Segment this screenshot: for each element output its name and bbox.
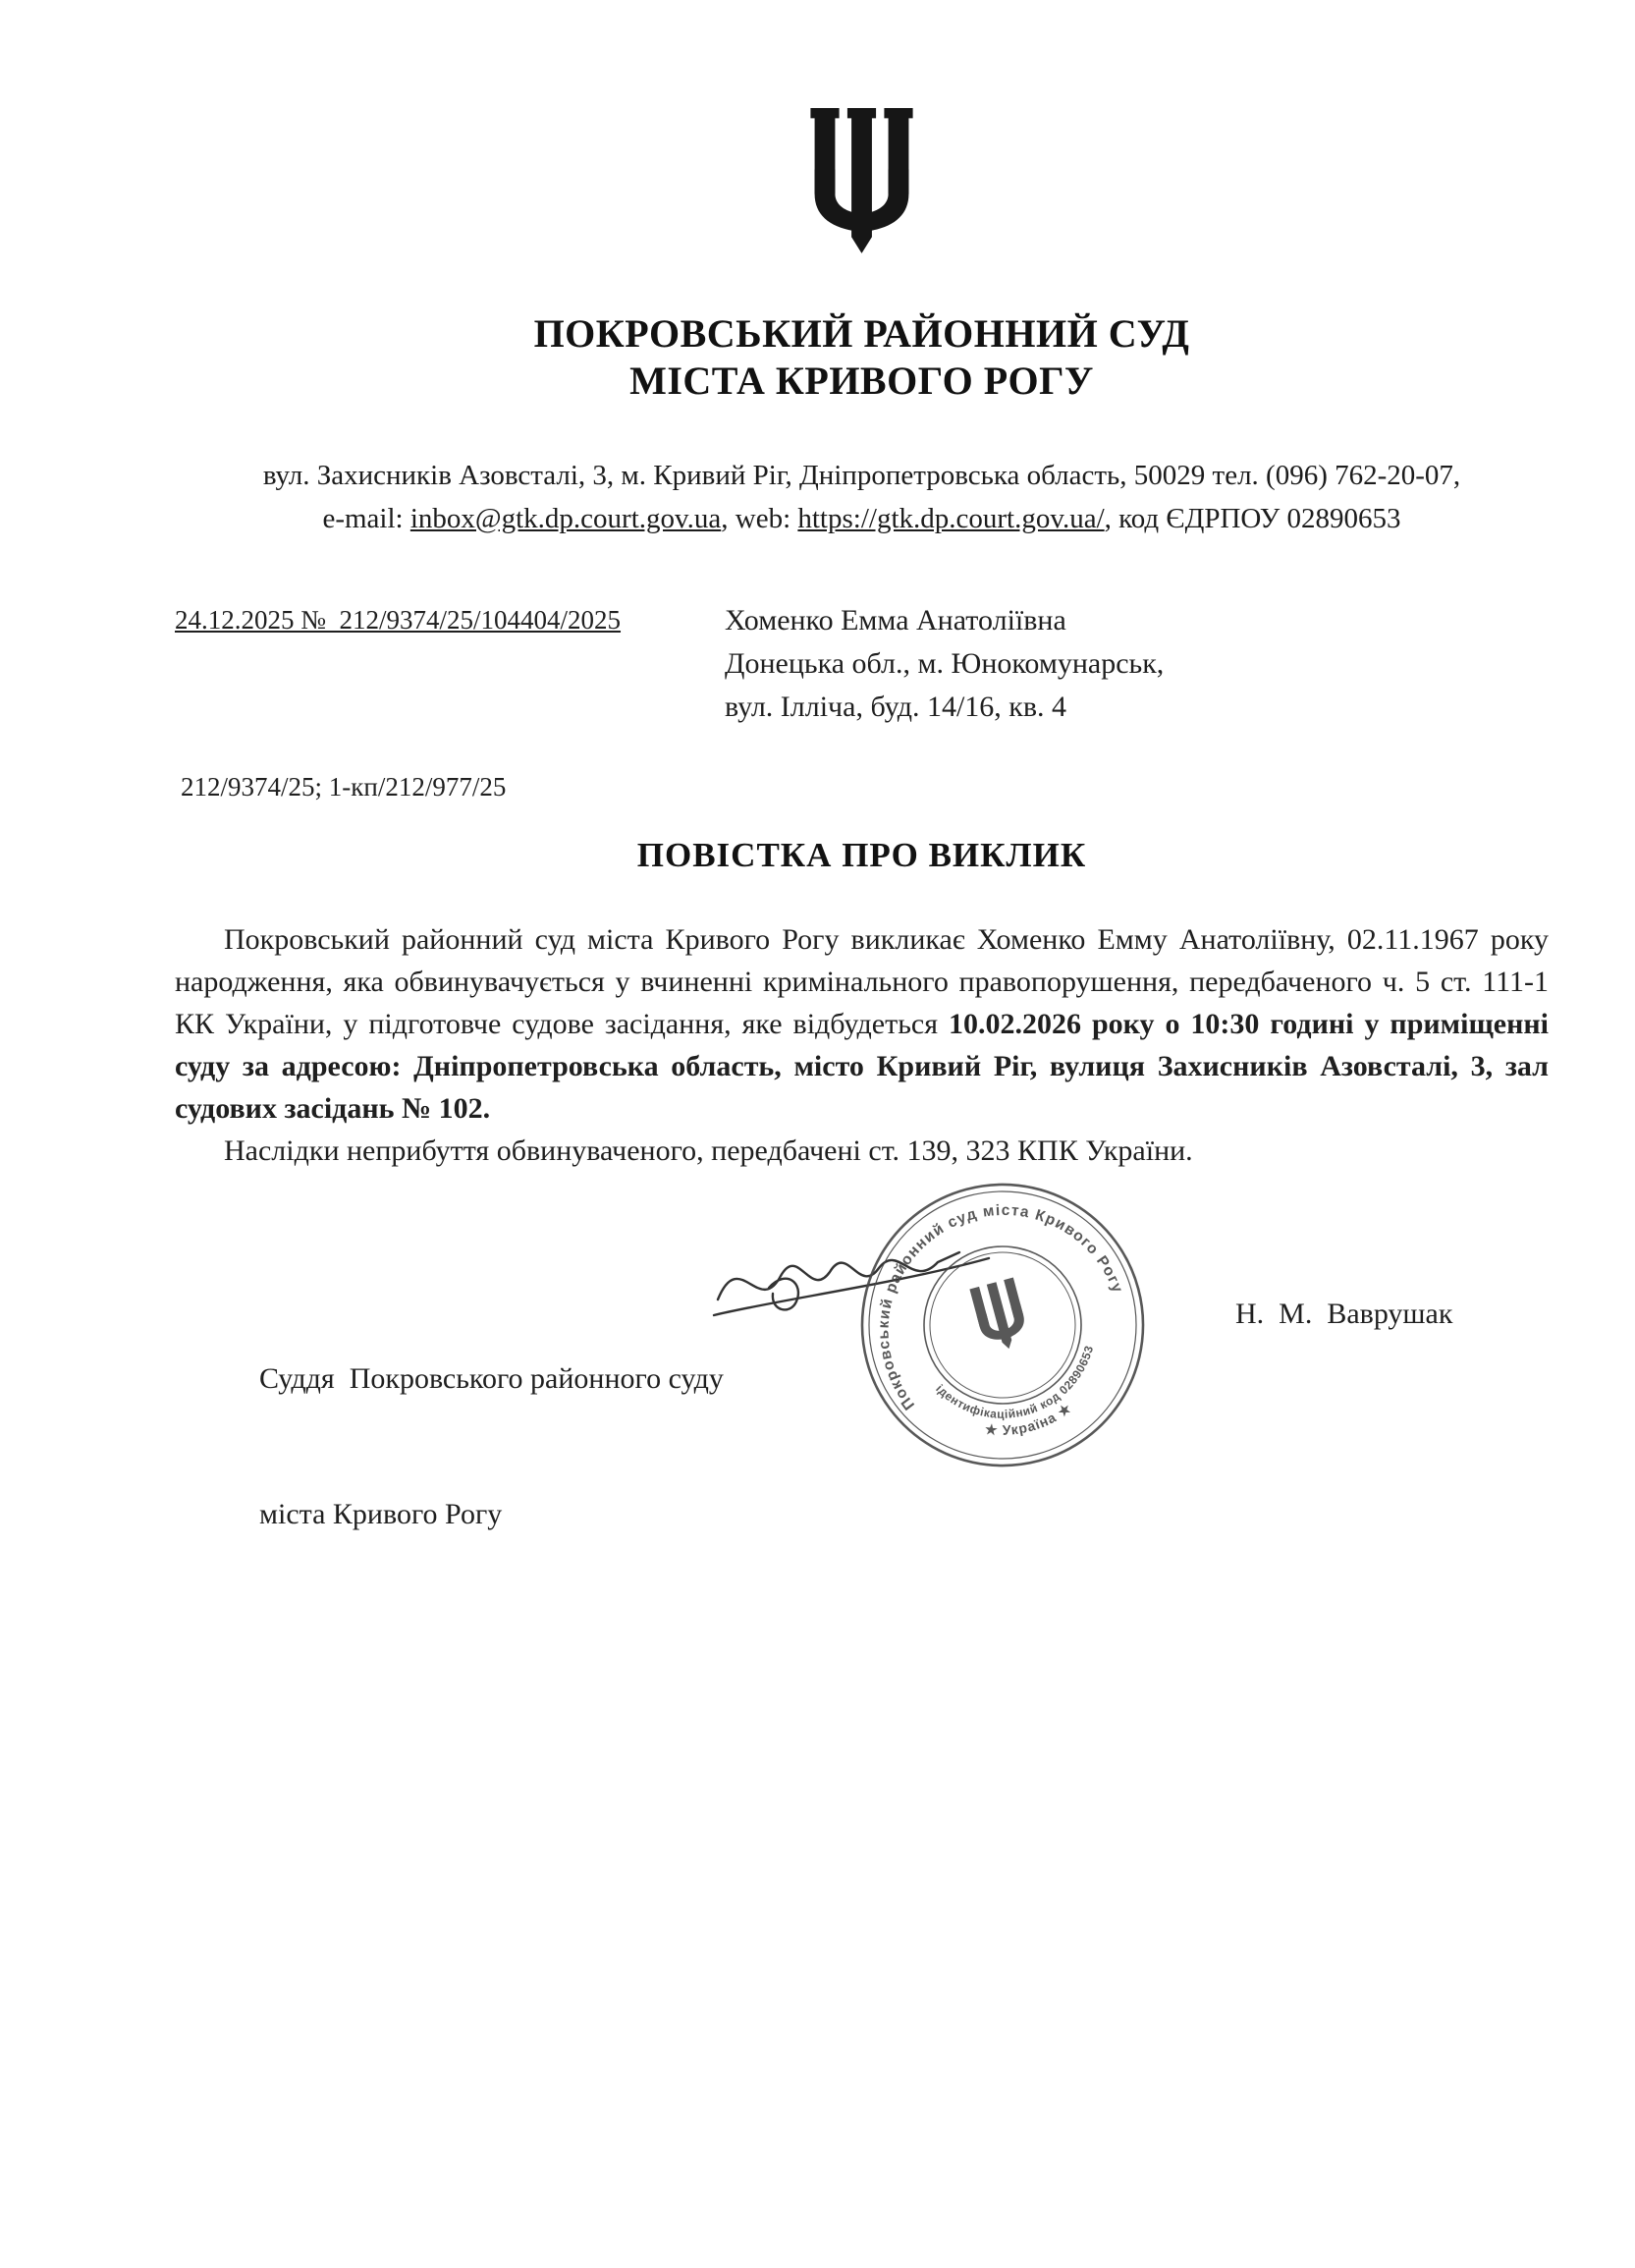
- addressee-block: [725, 599, 1164, 729]
- addressee-address-line1: Донецька обл., м. Юнокомунарськ,: [725, 647, 1165, 680]
- court-name-line2: МІСТА КРИВОГО РОГУ: [629, 359, 1094, 403]
- court-round-seal: [855, 1178, 1150, 1472]
- seal-trident-icon: [969, 1278, 1030, 1355]
- judge-name: Н. М. Ваврушак: [1235, 1298, 1453, 1330]
- summons-paragraph: [175, 918, 1549, 1130]
- signature-area: [175, 1182, 1549, 1732]
- seal-bottom-text: ★ Україна ★: [984, 1399, 1075, 1438]
- summons-text-normal: Покровський районний суд міста Кривого Рогу викликає Хоменко Емму Анатоліївну, 02.11.1967 року народження, яка обвинувачується у вчиненні кримінального правопорушення, передбаченого ч. 5 ст. 111-1 КК України, у підготовче судове засідання, яке відбудеться: [175, 923, 1549, 1040]
- outgoing-date-number: 24.12.2025 № 212/9374/25/104404/2025: [175, 605, 622, 635]
- email-label: e-mail:: [322, 503, 410, 534]
- addressee-name: Хоменко Емма Анатоліївна: [725, 604, 1066, 636]
- judge-title: [259, 1266, 724, 1628]
- consequences-paragraph: Наслідки неприбуття обвинуваченого, передбачені ст. 139, 323 КПК України.: [224, 1134, 1193, 1167]
- seal-inner-text: ідентифікаційний код 02890653: [933, 1344, 1097, 1421]
- court-address-block: [175, 454, 1549, 540]
- addressee-address-line2: вул. Ілліча, буд. 14/16, кв. 4: [725, 691, 1067, 723]
- email-link[interactable]: inbox@gtk.dp.court.gov.ua: [409, 503, 722, 534]
- document-title: ПОВІСТКА ПРО ВИКЛИК: [636, 836, 1087, 874]
- case-numbers: 212/9374/25; 1-кп/212/977/25: [181, 772, 507, 802]
- court-address-line: вул. Захисників Азовсталі, 3, м. Кривий Ріг, Дніпропетровська область, 50029 тел. (096) 762-20-07,: [262, 460, 1461, 491]
- emblem-container: [175, 108, 1549, 285]
- judge-title-line2: міста Кривого Рогу: [259, 1498, 503, 1530]
- edrpou-code: , код ЄДРПОУ 02890653: [1104, 503, 1401, 534]
- judge-title-line1: Суддя Покровського районного суду: [259, 1362, 724, 1395]
- web-link[interactable]: https://gtk.dp.court.gov.ua/: [797, 503, 1105, 534]
- court-name-line1: ПОКРОВСЬКИЙ РАЙОННИЙ СУД: [533, 311, 1190, 356]
- document-body: [175, 918, 1549, 1172]
- court-contacts-line: [175, 497, 1549, 540]
- seal-outer-text: Покровський районний суд міста Кривого Рогу: [875, 1201, 1126, 1413]
- reference-and-addressee-row: [175, 599, 1549, 729]
- ukraine-trident-icon: [800, 108, 923, 280]
- web-label: , web:: [721, 503, 798, 534]
- summons-text-bold: 10.02.2026 року о 10:30 годині у приміщенні суду за адресою: Дніпропетровська область, місто Кривий Ріг, вулиця Захисників Азовсталі, 3, зал судових засідань № 102.: [175, 1008, 1549, 1125]
